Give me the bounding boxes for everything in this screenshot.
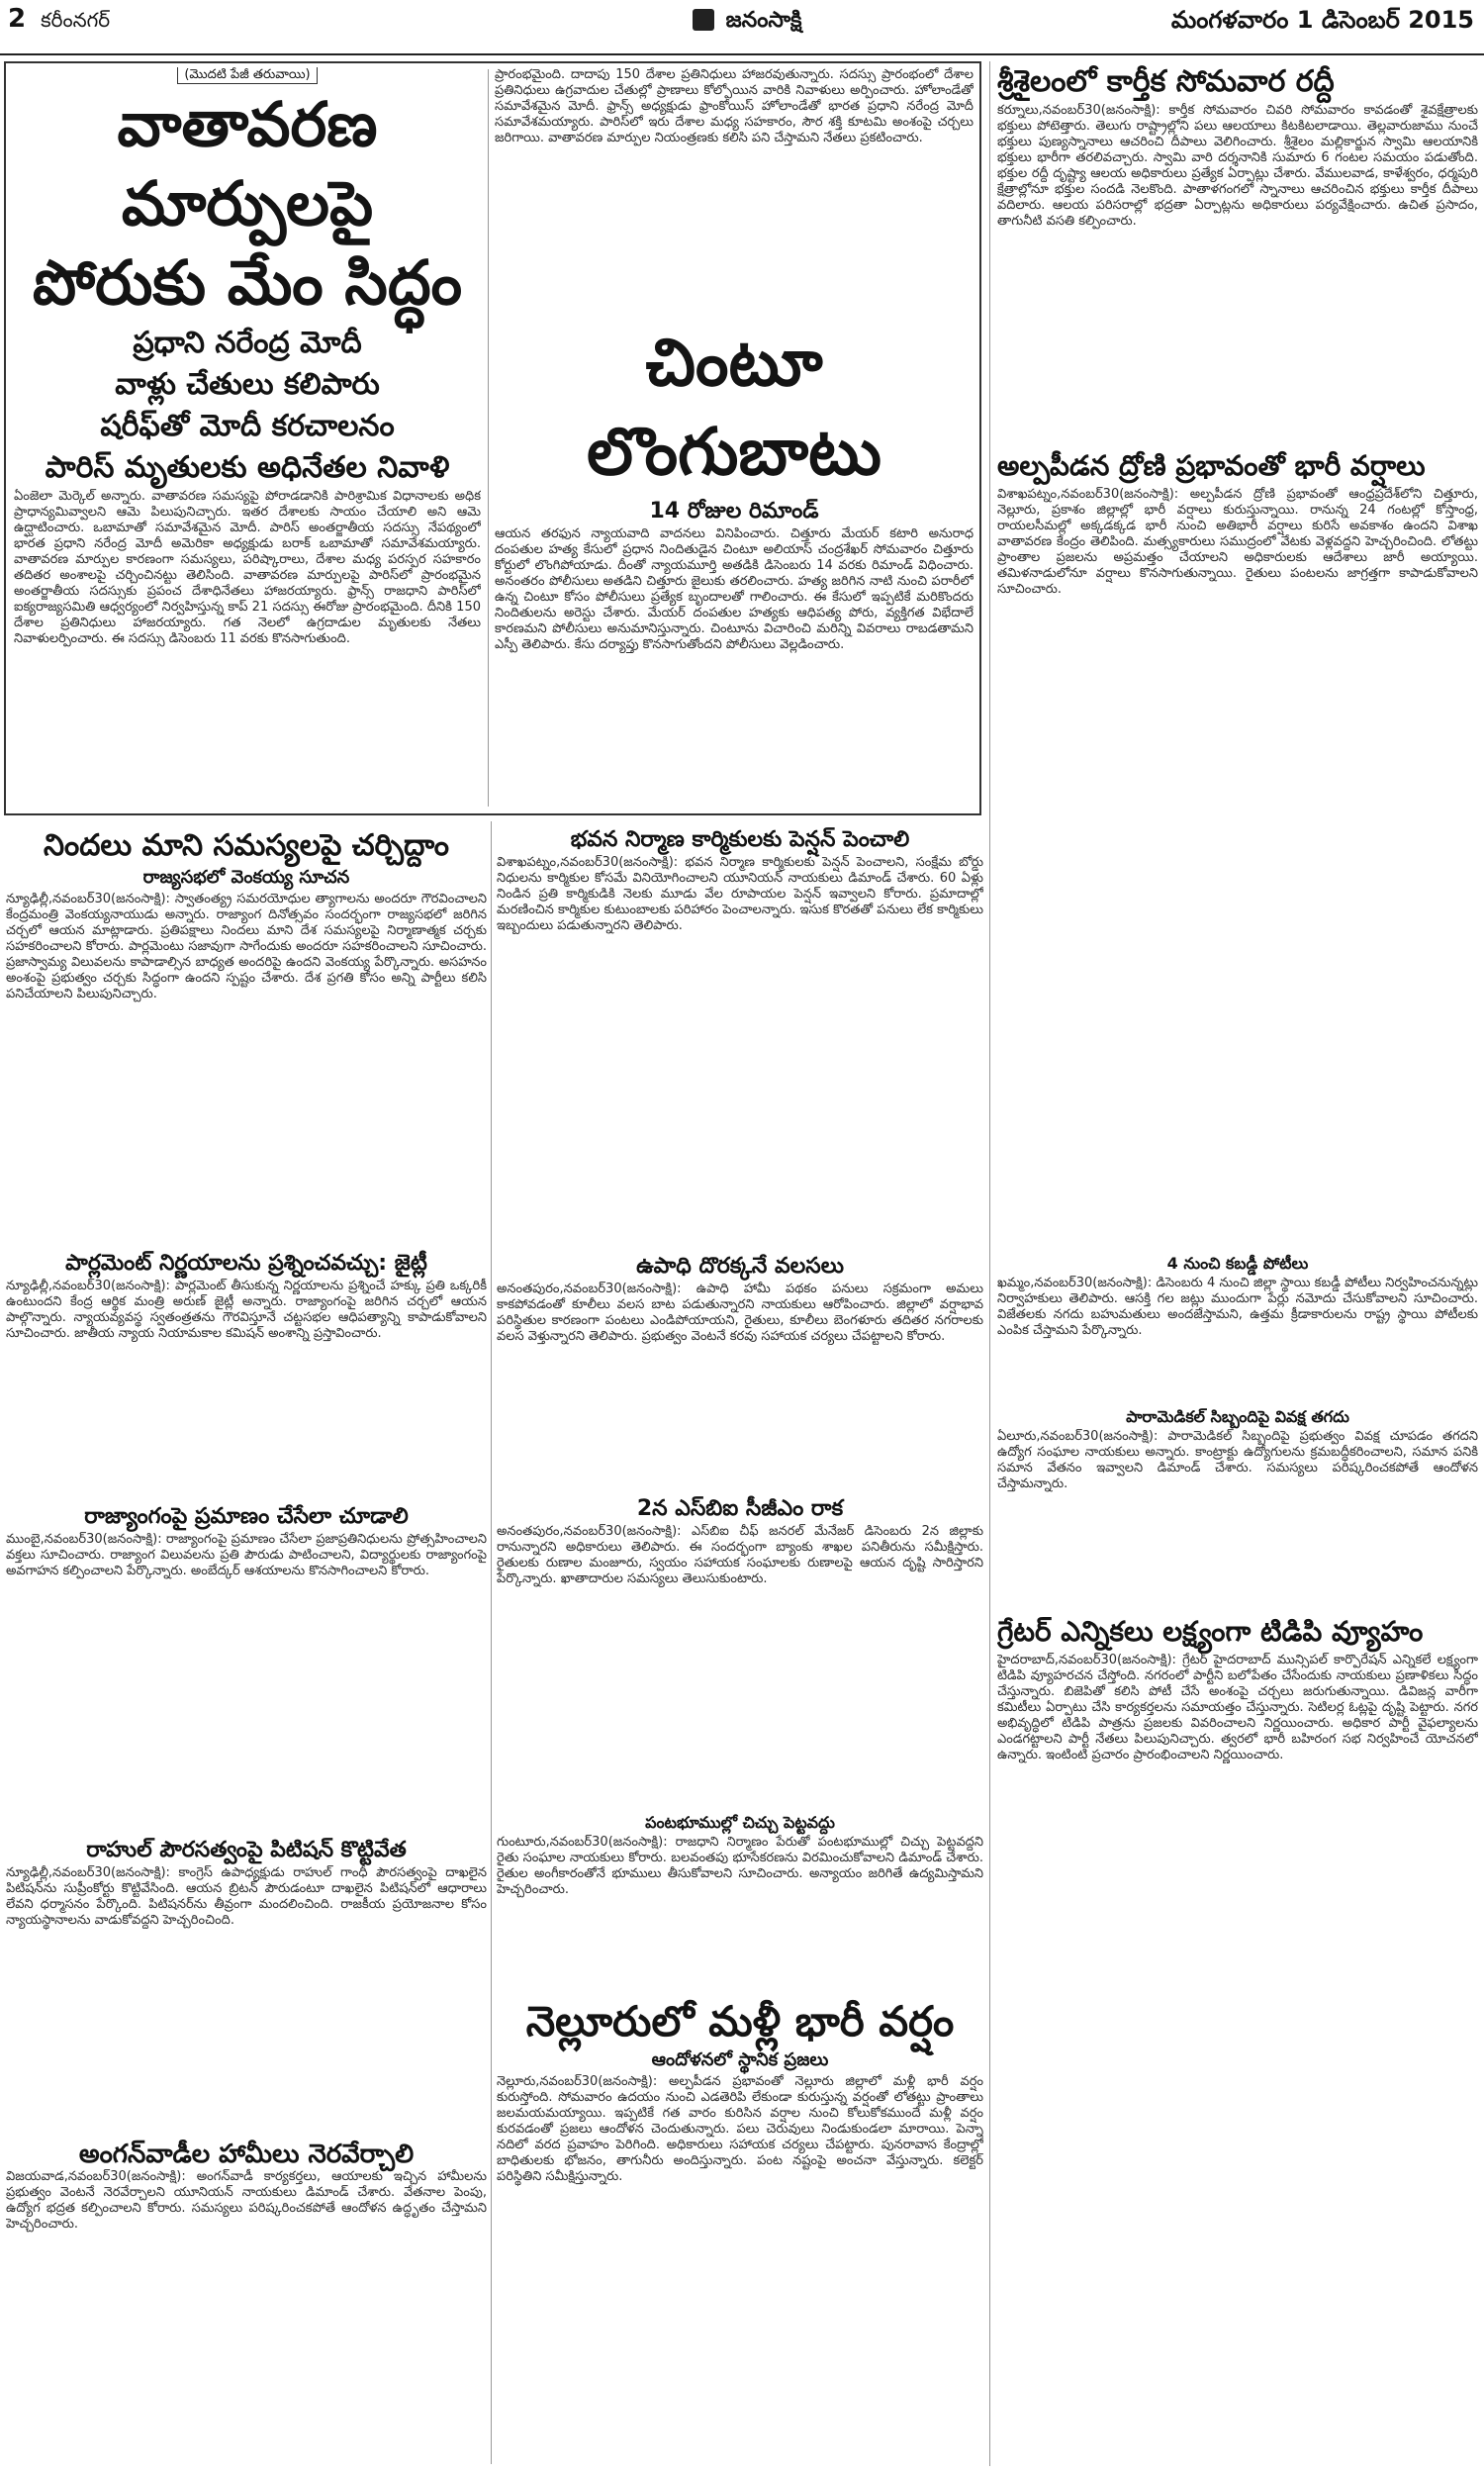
story-body: ఖమ్మం,నవంబర్‌30(జనంసాక్షి): డిసెంబరు 4 నుంచి జిల్లా స్థాయి కబడ్డీ పోటీలు నిర్వహించనున్నట్లు నిర్వాహకులు తెలిపారు. ఆసక్తి గల జట్లు ముందుగా పేర్లు నమోదు చేసుకోవాలని సూచించారు. విజేతలకు నగదు బహుమతులు అందజేస్తామని, ఉత్తమ క్రీడాకారులను రాష్ట్ర స్థాయి పోటీలకు ఎంపిక చేస్తామని పేర్కొన్నారు. <box>997 1276 1478 1338</box>
story-headline: వాతావరణ మార్పులపై <box>117 88 378 239</box>
story-body: ఆయన తరఫున న్యాయవాది వాదనలు వినిపించారు. చిత్తూరు మేయర్‌ కటారి అనురాధ దంపతుల హత్య కేసులో ప్రధాన నిందితుడైన చింటూ అలియాస్‌ చంద్రశేఖర్‌ సోమవారం చిత్తూరు కోర్టులో లొంగిపోయాడు. దీంతో న్యాయమూర్తి అతడికి డిసెంబరు 14 వరకు రిమాండ్‌ విధించారు. అనంతరం పోలీసులు అతడిని చిత్తూరు జైలుకు తరలించారు. హత్య జరిగిన నాటి నుంచి పరారీలో ఉన్న చింటూ కోసం పోలీసులు ప్రత్యేక బృందాలతో గాలించారు. ఈ కేసులో ఇప్పటికే మరికొందరు నిందితులను అరెస్టు చేశారు. మేయర్‌ దంపతుల హత్యకు ఆధిపత్య పోరు, వ్యక్తిగత విభేదాలే కారణమని పోలీసులు అనుమానిస్తున్నారు. చింటూను విచారించి మరిన్ని వివరాలు రాబడతామని ఎస్పీ తెలిపారు. కేసు దర్యాప్తు కొనసాగుతోందని పోలీసులు వెల్లడించారు. <box>495 526 974 652</box>
story-body: న్యూఢిల్లీ,నవంబర్‌30(జనంసాక్షి): కాంగ్రెస్‌ ఉపాధ్యక్షుడు రాహుల్‌ గాంధీ పౌరసత్వంపై దాఖలైన పిటిషన్‌ను సుప్రీంకోర్టు కొట్టివేసింది. ఆయన బ్రిటన్‌ పౌరుడంటూ దాఖలైన పిటిషన్‌లో ఆధారాలు లేవని ధర్మాసనం పేర్కొంది. పిటిషనర్‌ను తీవ్రంగా మందలించింది. రాజకీయ ప్రయోజనాల కోసం న్యాయస్థానాలను వాడుకోవద్దని హెచ్చరించింది. <box>6 1865 487 1928</box>
story-subheadline: షరీఫ్‌తో మోదీ కరచాలనం <box>100 409 395 443</box>
masthead <box>0 0 1484 49</box>
story-constitution <box>6 1502 487 1829</box>
story-body: ప్రారంభమైంది. దాదాపు 150 దేశాల ప్రతినిధులు హాజరవుతున్నారు. సదస్సు ప్రారంభంలో దేశాల ప్రతినిధులు ఉగ్రవాదుల చేతుల్లో ప్రాణాలు కోల్పోయిన వారికి నివాళులు అర్పించారు. హోలాండేతో సమావేశమైన మోదీ. ఫ్రాన్స్‌ అధ్యక్షుడు ఫ్రాంకోయిస్‌ హోలాండేతో భారత ప్రధాని నరేంద్ర మోదీ సమావేశమయ్యారు. పారిస్‌లో ఇరు దేశాల మధ్య సహకారం, సౌర శక్తి కూటమి అంశంపై చర్చలు జరిగాయి. వాతావరణ మార్పుల నియంత్రణకు కలిసి పని చేస్తామని నేతలు ప్రకటించారు. <box>495 67 974 145</box>
story-subheadline: ఆందోళనలో స్థానిక ప్రజలు <box>651 2049 829 2070</box>
story-body: న్యూఢిల్లీ,నవంబర్‌30(జనంసాక్షి): పార్లమెంట్‌ తీసుకున్న నిర్ణయాలను ప్రశ్నించే హక్కు ప్రతి ఒక్కరికీ ఉంటుందని కేంద్ర ఆర్థిక మంత్రి అరుణ్‌ జైట్లీ అన్నారు. రాజ్యాంగంపై జరిగిన చర్చలో ఆయన పాల్గొన్నారు. న్యాయవ్యవస్థ స్వతంత్రతను గౌరవిస్తూనే చట్టసభల ఆధిపత్యాన్ని కాపాడుకోవాలని సూచించారు. జాతీయ న్యాయ నియామకాల కమిషన్‌ అంశాన్ని ప్రస్తావించారు. <box>6 1279 487 1341</box>
story-headline: రాహుల్‌ పౌరసత్వంపై పిటిషన్‌ కొట్టివేత <box>86 1838 407 1862</box>
column-divider <box>491 821 492 2464</box>
story-kabaddi <box>997 1252 1478 1400</box>
masthead-city: కరీంనగర్ <box>41 8 111 32</box>
story-body: న్యూఢిల్లీ,నవంబర్‌30(జనంసాక్షి): స్వాతంత్య్ర సమరయోధుల త్యాగాలను అందరూ గౌరవించాలని కేంద్రమంత్రి వెంకయ్యనాయుడు అన్నారు. రాజ్యాంగ దినోత్సవం సందర్భంగా రాజ్యసభలో జరిగిన చర్చలో ఆయన మాట్లాడారు. ప్రతిపక్షాలు నిందలు మాని దేశ సమస్యలపై నిర్మాణాత్మక చర్చకు సహకరించాలని కోరారు. పార్లమెంటు సజావుగా సాగేందుకు అందరూ సహకరించాలని సూచించారు. ప్రజాస్వామ్య విలువలను కాపాడాల్సిన బాధ్యత అందరిపై ఉందని వెంకయ్య పేర్కొన్నారు. అసహనం అంశంపై ప్రభుత్వం చర్చకు సిద్ధంగా ఉందని స్పష్టం చేశారు. దేశ ప్రగతి కోసం అన్ని పార్టీలు కలిసి పనిచేయాలని పిలుపునిచ్చారు. <box>6 892 487 1001</box>
story-body: హైదరాబాద్‌,నవంబర్‌30(జనంసాక్షి): గ్రేటర్‌ హైదరాబాద్‌ మున్సిపల్‌ కార్పొరేషన్‌ ఎన్నికలే లక్ష్యంగా టిడిపి వ్యూహరచన చేస్తోంది. నగరంలో పార్టీని బలోపేతం చేసేందుకు నాయకులు ప్రణాళికలు సిద్ధం చేస్తున్నారు. బిజెపితో కలిసి పోటీ చేసే అంశంపై చర్చలు జరుగుతున్నాయి. డివిజన్ల వారీగా కమిటీలు ఏర్పాటు చేసి కార్యకర్తలను సమాయత్తం చేస్తున్నారు. సెటిలర్ల ఓట్లపై దృష్టి పెట్టారు. నగర అభివృద్ధిలో టిడిపి పాత్రను ప్రజలకు వివరించాలని నిర్ణయించారు. అధికార పార్టీ వైఫల్యాలను ఎండగట్టాలని పార్టీ నేతలు పిలుపునిచ్చారు. త్వరలో భారీ బహిరంగ సభ నిర్వహించే యోచనలో ఉన్నారు. ఇంటింటి ప్రచారం ప్రారంభించాలని నిర్ణయించారు. <box>997 1653 1478 1762</box>
issue-date: మంగళవారం 1 డిసెంబర్ 2015 <box>1170 6 1474 34</box>
story-headline: 2న ఎస్‌బిఐ సీజీఎం రాక <box>636 1496 844 1521</box>
story-body: కర్నూలు,నవంబర్‌30(జనంసాక్షి): కార్తీక సోమవారం చివరి సోమవారం కావడంతో శైవక్షేత్రాలకు భక్తులు పోటెత్తారు. తెలుగు రాష్ట్రాల్లోని పలు ఆలయాలు కిటకిటలాడాయి. తెల్లవారుజాము నుంచే భక్తులు పుణ్యస్నానాలు ఆచరించి దీపాలు వెలిగించారు. శ్రీశైలం మల్లికార్జున స్వామి ఆలయానికి భక్తులు భారీగా తరలివచ్చారు. స్వామి వారి దర్శనానికి సుమారు 6 గంటల సమయం పడుతోంది. భక్తుల రద్దీ దృష్ట్యా ఆలయ అధికారులు ప్రత్యేక ఏర్పాట్లు చేశారు. వేములవాడ, కాళేశ్వరం, ధర్మపురి క్షేత్రాల్లోనూ భక్తుల సందడి నెలకొంది. పాతాళగంగలో స్నానాలు ఆచరించిన భక్తులు కార్తీక దీపాలు వదిలారు. ఆలయ పరిసరాల్లో భద్రతా ఏర్పాట్లను అధికారులు పర్యవేక్షించారు. ఉచిత ప్రసాదం, తాగునీటి వసతి కల్పించారు. <box>997 103 1478 229</box>
story-headline: నిందలు మాని సమస్యలపై చర్చిద్దాం <box>43 828 450 863</box>
story-tag: (మొదటి పేజీ తరువాయి) <box>14 67 481 85</box>
paper-logo-icon <box>693 9 714 31</box>
story-body: విశాఖపట్నం,నవంబర్‌30(జనంసాక్షి): భవన నిర్మాణ కార్మికులకు పెన్షన్‌ పెంచాలని, సంక్షేమ బోర్డు నిధులను కార్మికుల కోసమే వినియోగించాలని యూనియన్‌ నాయకులు డిమాండ్‌ చేశారు. 60 ఏళ్లు నిండిన ప్రతి కార్మికుడికి నెలకు మూడు వేల రూపాయల పెన్షన్‌ ఇవ్వాలని కోరారు. ప్రమాదాల్లో మరణించిన కార్మికుల కుటుంబాలకు పరిహారం పెంచాలన్నారు. ఇసుక కొరతతో పనులు లేక కార్మికులు ఇబ్బందులు పడుతున్నారని తెలిపారు. <box>497 855 983 933</box>
column-divider <box>488 69 489 807</box>
masthead-rule <box>0 53 1484 55</box>
story-headline: భవన నిర్మాణ కార్మికులకు పెన్షన్‌ పెంచాలి <box>570 827 910 852</box>
story-headline: పోరుకు మేం సిద్ధం <box>32 246 463 319</box>
story-nindalu <box>6 825 487 1241</box>
paper-title: జనంసాక్షి <box>693 8 802 38</box>
story-headline: గ్రేటర్‌ ఎన్నికలు లక్ష్యంగా టిడిపి వ్యూహం <box>997 1615 1424 1648</box>
story-anganwadi <box>6 2140 487 2464</box>
story-greater <box>997 1611 1478 2464</box>
story-body: ముంబై,నవంబర్‌30(జనంసాక్షి): రాజ్యాంగంపై ప్రమాణం చేసేలా ప్రజాప్రతినిధులను ప్రోత్సహించాలని వక్తలు సూచించారు. రాజ్యాంగ విలువలను ప్రతి పౌరుడు పాటించాలని, విద్యార్థులకు రాజ్యాంగంపై అవగాహన కల్పించాలని పేర్కొన్నారు. అంబేద్కర్‌ ఆశయాలను కొనసాగించాలని కోరారు. <box>6 1532 487 1578</box>
story-rains <box>997 445 1478 1247</box>
story-body: నెల్లూరు,నవంబర్‌30(జనంసాక్షి): అల్పపీడన ప్రభావంతో నెల్లూరు జిల్లాలో మళ్లీ భారీ వర్షం కురుస్తోంది. సోమవారం ఉదయం నుంచి ఎడతెరిపి లేకుండా కురుస్తున్న వర్షంతో లోతట్టు ప్రాంతాలు జలమయమయ్యాయి. ఇప్పటికే గత వారం కురిసిన వర్షాల నుంచి కోలుకోకముందే మళ్లీ వర్షం కురవడంతో ప్రజలు ఆందోళన చెందుతున్నారు. పలు చెరువులు నిండుకుండలా మారాయి. పెన్నా నదిలో వరద ప్రవాహం పెరిగింది. అధికారులు సహాయక చర్యలు చేపట్టారు. పునరావాస కేంద్రాల్లో బాధితులకు భోజనం, తాగునీరు అందిస్తున్నారు. పంట నష్టంపై అంచనా వేస్తున్నారు. కలెక్టర్‌ పరిస్థితిని సమీక్షిస్తున్నారు. <box>497 2074 983 2184</box>
story-modi <box>14 67 481 809</box>
story-body: అనంతపురం,నవంబర్‌30(జనంసాక్షి): ఎస్‌బిఐ చీఫ్‌ జనరల్‌ మేనేజర్‌ డిసెంబరు 2న జిల్లాకు రానున్నారని అధికారులు తెలిపారు. ఈ సందర్భంగా బ్యాంకు శాఖల పనితీరును సమీక్షిస్తారు. రైతులకు రుణాల మంజూరు, స్వయం సహాయక సంఘాలకు రుణాలపై ఆయన దృష్టి సారిస్తారని పేర్కొన్నారు. ఖాతాదారుల సమస్యలు తెలుసుకుంటారు. <box>497 1524 983 1586</box>
story-headline: నెల్లూరులో మళ్లీ భారీ వర్షం <box>525 1997 955 2046</box>
story-headline: అల్పపీడన ద్రోణి ప్రభావంతో భారీ వర్షాలు <box>997 449 1426 482</box>
story-headline: అంగన్‌వాడీల హామీలు నెరవేర్చాలి <box>78 2140 415 2169</box>
story-chintu <box>495 319 974 809</box>
page-number: 2 కరీంనగర్ <box>8 4 111 34</box>
story-headline: పారామెడికల్‌ సిబ్బందిపై వివక్ష తగదు <box>1126 1407 1349 1426</box>
story-pension <box>497 825 983 1247</box>
story-body: విశాఖపట్నం,నవంబర్‌30(జనంసాక్షి): అల్పపీడన ద్రోణి ప్రభావంతో ఆంధ్రప్రదేశ్‌లోని చిత్తూరు, నెల్లూరు, ప్రకాశం జిల్లాల్లో భారీ వర్షాలు కురుస్తున్నాయి. రానున్న 24 గంటల్లో కోస్తాంధ్ర, రాయలసీమల్లో అక్కడక్కడ భారీ నుంచి అతిభారీ వర్షాలు కురిసే అవకాశం ఉందని విశాఖ వాతావరణ కేంద్రం తెలిపింది. మత్స్యకారులు సముద్రంలో వేటకు వెళ్లవద్దని హెచ్చరించింది. లోతట్టు ప్రాంతాల ప్రజలను అప్రమత్తం చేయాలని అధికారులకు ఆదేశాలు జారీ అయ్యాయి. తమిళనాడులోనూ వర్షాలు కొనసాగుతున్నాయి. రైతులు పంటలను జాగ్రత్తగా కాపాడుకోవాలని సూచించారు. <box>997 487 1478 597</box>
story-body: అనంతపురం,నవంబర్‌30(జనంసాక్షి): ఉపాధి హామీ పథకం పనులు సక్రమంగా అమలు కాకపోవడంతో కూలీలు వలస బాట పడుతున్నారని నాయకులు ఆరోపించారు. జిల్లాలో వర్షాభావ పరిస్థితుల కారణంగా పంటలు ఎండిపోయాయని, రైతులు, కూలీలు బెంగళూరు తదితర నగరాలకు వలస వెళ్తున్నారని తెలిపారు. ప్రభుత్వం వెంటనే కరవు సహాయక చర్యలు చేపట్టాలని కోరారు. <box>497 1282 983 1344</box>
story-headline: చింటూ లొంగుబాటు <box>587 325 881 490</box>
story-subheadline: వాళ్లు చేతులు కలిపారు <box>115 367 380 402</box>
story-subheadline: రాజ్యసభలో వెంకయ్య సూచన <box>142 867 350 888</box>
story-sbi <box>497 1494 983 1806</box>
story-parliament <box>6 1249 487 1496</box>
story-byline: ప్రధాని నరేంద్ర మోదీ <box>133 326 362 360</box>
story-srisailam <box>997 61 1478 437</box>
story-subheadline: 14 రోజుల రిమాండ్‌ <box>649 499 819 523</box>
column-divider <box>989 61 990 2466</box>
story-headline: పార్లమెంట్‌ నిర్ణయాలను ప్రశ్నించవచ్చు: జైట్లీ <box>65 1251 427 1276</box>
story-body: ఏలూరు,నవంబర్‌30(జనంసాక్షి): పారామెడికల్‌ సిబ్బందిపై ప్రభుత్వం వివక్ష చూపడం తగదని ఉద్యోగ సంఘాల నాయకులు అన్నారు. కాంట్రాక్టు ఉద్యోగులను క్రమబద్ధీకరించాలని, సమాన పనికి సమాన వేతనం ఇవ్వాలని డిమాండ్‌ చేశారు. సమస్యలు పరిష్కరించకపోతే ఆందోళన చేస్తామన్నారు. <box>997 1429 1478 1491</box>
story-body: విజయవాడ,నవంబర్‌30(జనంసాక్షి): అంగన్‌వాడీ కార్యకర్తలు, ఆయాలకు ఇచ్చిన హామీలను ప్రభుత్వం వెంటనే నెరవేర్చాలని యూనియన్‌ నాయకులు డిమాండ్‌ చేశారు. వేతనాల పెంపు, ఉద్యోగ భద్రత కల్పించాలని కోరారు. సమస్యలు పరిష్కరించకపోతే ఆందోళన ఉద్ధృతం చేస్తామని హెచ్చరించారు. <box>6 2169 487 2232</box>
story-fire <box>497 1811 983 1989</box>
story-nellore <box>497 1994 983 2464</box>
story-modi-continued <box>495 67 974 315</box>
story-headline: ఉపాధి దొరక్కనే వలసలు <box>636 1254 844 1279</box>
story-subheadline: పారిస్‌ మృతులకు అధినేతల నివాళి <box>45 450 450 485</box>
story-migration <box>497 1252 983 1489</box>
story-headline: రాజ్యాంగంపై ప్రమాణం చేసేలా చూడాలి <box>84 1504 409 1529</box>
story-body: గుంటూరు,నవంబర్‌30(జనంసాక్షి): రాజధాని నిర్మాణం పేరుతో పంటభూముల్లో చిచ్చు పెట్టవద్దని రైతు సంఘాల నాయకులు కోరారు. బలవంతపు భూసేకరణను విరమించుకోవాలని డిమాండ్‌ చేశారు. రైతుల అంగీకారంతోనే భూములు తీసుకోవాలని సూచించారు. అన్యాయం జరిగితే ఉద్యమిస్తామని హెచ్చరించారు. <box>497 1835 983 1897</box>
story-rahul <box>6 1836 487 2133</box>
story-headline: 4 నుంచి కబడ్డీ పోటీలు <box>1166 1254 1309 1273</box>
story-paramedical <box>997 1405 1478 1603</box>
story-headline: పంటభూముల్లో చిచ్చు పెట్టవద్దు <box>645 1813 835 1832</box>
story-body: ఏంజెలా మెర్కెల్‌ అన్నారు. వాతావరణ సమస్యపై పోరాడడానికి పారిశ్రామిక విధానాలకు అధిక ప్రాధాన్యమివ్వాలని ఆమె పిలుపునిచ్చారు. ఇతర దేశాలకు సాయం చేయాలి అని ఆమె ఉద్ఘాటించారు. ఒబామాతో సమావేశమైన మోదీ. పారిస్‌ అంతర్జాతీయ సదస్సు నేపథ్యంలో భారత ప్రధాని నరేంద్ర మోదీ అమెరికా అధ్యక్షుడు బరాక్‌ ఒబామాతో సమావేశమయ్యారు. వాతావరణ మార్పుల కారణంగా సమస్యలు, పరిష్కారాలు, దేశాల మధ్య పరస్పర సహకారం తదితర అంశాలపై చర్చించినట్టు తెలిసింది. వాతావరణ మార్పులపై పారిస్‌లో ప్రారంభమైన అంతర్జాతీయ సదస్సుకు ప్రపంచ దేశాధినేతలు హాజరయ్యారు. ఫ్రాన్స్‌ రాజధాని పారిస్‌లో ఐక్యరాజ్యసమితి ఆధ్వర్యంలో నిర్వహిస్తున్న కాప్‌ 21 సదస్సు ఈరోజు ప్రారంభమైంది. దీనికి 150 దేశాల ప్రతినిధులు హాజరయ్యారు. గత నెలలో ఉగ్రదాడుల మృతులకు నేతలు నివాళులర్పించారు. ఈ సదస్సు డిసెంబరు 11 వరకు కొనసాగుతుంది. <box>14 489 481 646</box>
story-headline: శ్రీశైలంలో కార్తీక సోమవార రద్దీ <box>997 64 1335 99</box>
